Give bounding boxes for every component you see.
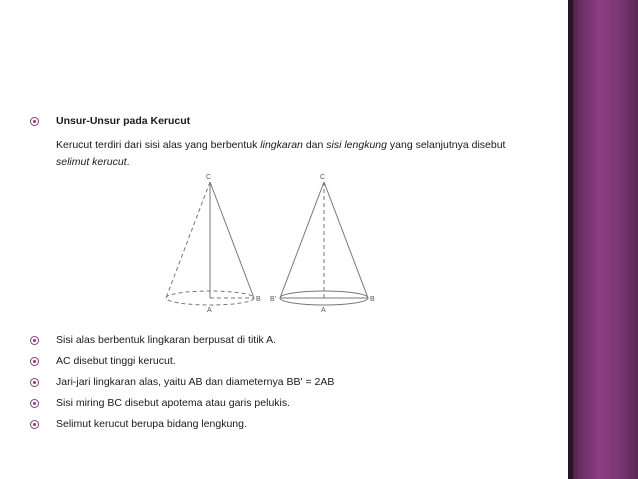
cone2-edge-left-label: B' <box>270 296 277 303</box>
paragraph-text: dan <box>302 139 327 151</box>
bullet-icon <box>28 355 42 369</box>
cone-figure <box>150 170 390 320</box>
paragraph-italic: lingkaran <box>260 139 303 151</box>
bullet-icon <box>28 376 42 390</box>
list-item: Selimut kerucut berupa bidang lengkung. <box>56 418 247 430</box>
paragraph-text: . <box>126 156 130 168</box>
cone2-apex-label: C <box>320 174 326 181</box>
intro-paragraph <box>56 137 526 171</box>
cone1-center-label: A <box>207 307 212 314</box>
list-item: AC disebut tinggi kerucut. <box>56 355 176 367</box>
list-item: Jari-jari lingkaran alas, yaitu AB dan diameternya BB' = 2AB <box>56 376 335 388</box>
cone1-apex-label: C <box>206 174 212 181</box>
decorative-sidebar <box>568 0 638 479</box>
cone-dashed <box>166 182 254 305</box>
list-item: Sisi alas berbentuk lingkaran berpusat di titik A. <box>56 334 277 346</box>
bullet-icon <box>28 115 42 129</box>
section-heading: Unsur-Unsur pada Kerucut <box>56 115 191 127</box>
paragraph-italic: sisi lengkung <box>326 139 387 151</box>
cone2-edge-right-label: B <box>370 296 375 303</box>
cone2-center-label: A <box>321 307 326 314</box>
bullet-icon <box>28 397 42 411</box>
paragraph-italic: selimut kerucut <box>56 156 127 168</box>
cone1-edge-label: B <box>256 296 261 303</box>
paragraph-text: yang selanjutnya disebut <box>386 139 506 151</box>
list-item: Sisi miring BC disebut apotema atau garis pelukis. <box>56 397 291 409</box>
cone-solid <box>280 182 368 305</box>
bullet-icon <box>28 334 42 348</box>
paragraph-text: Kerucut terdiri dari sisi alas yang berbentuk <box>56 139 261 151</box>
bullet-icon <box>28 418 42 432</box>
